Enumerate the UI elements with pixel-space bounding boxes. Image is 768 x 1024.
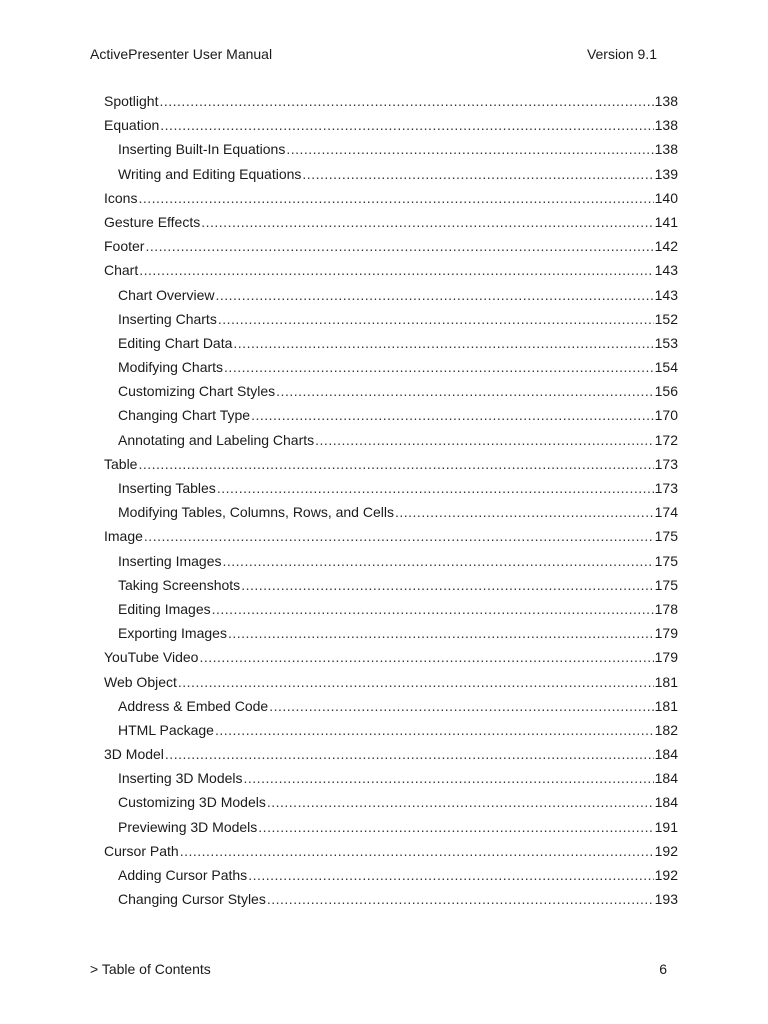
- toc-entry-title: Taking Screenshots: [118, 576, 241, 593]
- toc-entry-title: Icons: [104, 189, 138, 206]
- toc-entry-title: Modifying Charts: [118, 359, 224, 376]
- toc-entry-page: 138: [654, 141, 678, 158]
- page-footer: [90, 961, 667, 977]
- toc-entry[interactable]: [104, 188, 678, 212]
- toc-entry[interactable]: [104, 212, 678, 236]
- table-of-contents: [104, 91, 678, 913]
- toc-entry[interactable]: [104, 768, 678, 792]
- toc-entry-title: Changing Cursor Styles: [118, 891, 266, 908]
- toc-entry-page: 141: [654, 213, 678, 230]
- toc-entry-title: Changing Chart Type: [118, 407, 251, 424]
- toc-entry-title: Editing Images: [118, 600, 211, 617]
- toc-entry-page: 142: [654, 238, 678, 255]
- toc-entry[interactable]: [104, 405, 678, 429]
- toc-dot-leader: [180, 841, 654, 861]
- toc-dot-leader: [228, 623, 654, 643]
- toc-entry[interactable]: [104, 502, 678, 526]
- toc-entry-title: Chart Overview: [118, 286, 215, 303]
- toc-dot-leader: [223, 551, 654, 571]
- toc-entry[interactable]: [104, 865, 678, 889]
- toc-entry[interactable]: [104, 430, 678, 454]
- toc-entry[interactable]: [104, 526, 678, 550]
- toc-entry[interactable]: [104, 454, 678, 478]
- toc-entry-title: Chart: [104, 262, 139, 279]
- toc-dot-leader: [248, 865, 653, 885]
- toc-entry-page: 184: [654, 770, 678, 787]
- toc-entry-title: Inserting Images: [118, 552, 222, 569]
- toc-dot-leader: [165, 744, 654, 764]
- toc-entry-title: Previewing 3D Models: [118, 818, 258, 835]
- toc-entry[interactable]: [104, 575, 678, 599]
- toc-dot-leader: [395, 502, 654, 522]
- toc-entry-page: 138: [654, 117, 678, 134]
- toc-entry-title: Customizing 3D Models: [118, 794, 266, 811]
- toc-entry-page: 181: [654, 697, 678, 714]
- toc-dot-leader: [267, 792, 654, 812]
- toc-entry[interactable]: [104, 672, 678, 696]
- toc-entry-page: 172: [654, 431, 678, 448]
- toc-dot-leader: [178, 672, 654, 692]
- toc-dot-leader: [269, 696, 653, 716]
- toc-entry-page: 173: [654, 455, 678, 472]
- toc-entry[interactable]: [104, 623, 678, 647]
- toc-entry-page: 193: [654, 891, 678, 908]
- toc-entry-page: 173: [654, 480, 678, 496]
- toc-entry-title: Inserting Tables: [118, 480, 216, 496]
- toc-entry-page: 143: [654, 262, 678, 279]
- toc-entry-title: Footer: [104, 238, 145, 255]
- page-header: [90, 46, 657, 62]
- toc-entry-page: 138: [654, 93, 678, 109]
- toc-entry[interactable]: [104, 599, 678, 623]
- toc-entry[interactable]: [104, 164, 678, 188]
- toc-entry-title: Adding Cursor Paths: [118, 867, 248, 883]
- toc-entry-page: 191: [654, 818, 678, 835]
- toc-entry-page: 140: [654, 189, 678, 206]
- toc-entry-title: 3D Model: [104, 746, 164, 763]
- toc-entry[interactable]: [104, 696, 678, 720]
- toc-entry-title: Address & Embed Code: [118, 697, 269, 714]
- toc-dot-leader: [286, 139, 653, 159]
- toc-entry-title: Spotlight: [104, 93, 159, 109]
- toc-entry[interactable]: [104, 817, 678, 841]
- toc-dot-leader: [215, 285, 653, 305]
- toc-dot-leader: [217, 478, 654, 498]
- toc-entry[interactable]: [104, 720, 678, 744]
- toc-entry-page: 182: [654, 721, 678, 738]
- toc-entry-page: 153: [654, 334, 678, 351]
- toc-dot-leader: [160, 115, 653, 135]
- toc-entry-page: 179: [654, 649, 678, 666]
- toc-entry-page: 170: [654, 407, 678, 424]
- toc-entry-page: 175: [654, 552, 678, 569]
- toc-entry-page: 175: [654, 576, 678, 593]
- toc-entry[interactable]: [104, 478, 678, 502]
- toc-dot-leader: [218, 309, 654, 329]
- toc-dot-leader: [315, 430, 653, 450]
- toc-dot-leader: [267, 889, 654, 909]
- toc-entry-page: 175: [654, 528, 678, 545]
- toc-entry-page: 156: [654, 383, 678, 400]
- toc-dot-leader: [159, 91, 653, 111]
- toc-entry[interactable]: [104, 285, 678, 309]
- toc-entry-title: Web Object: [104, 673, 177, 690]
- toc-entry-title: Exporting Images: [118, 625, 227, 642]
- toc-entry-page: 192: [654, 842, 678, 859]
- toc-dot-leader: [201, 212, 653, 232]
- toc-dot-leader: [276, 381, 653, 401]
- toc-dot-leader: [233, 333, 653, 353]
- toc-entry-page: 181: [654, 673, 678, 690]
- footer-page-number: 6: [659, 961, 667, 977]
- toc-entry-title: Inserting Charts: [118, 310, 217, 327]
- toc-entry-title: Image: [104, 528, 143, 545]
- toc-dot-leader: [138, 188, 653, 208]
- toc-dot-leader: [145, 236, 653, 256]
- toc-dot-leader: [244, 768, 654, 788]
- toc-entry-title: Gesture Effects: [104, 213, 201, 230]
- toc-entry-page: 143: [654, 286, 678, 303]
- toc-entry[interactable]: [104, 115, 678, 139]
- toc-entry-title: Annotating and Labeling Charts: [118, 431, 315, 448]
- toc-entry-title: Inserting 3D Models: [118, 770, 243, 787]
- toc-entry-page: 174: [654, 504, 678, 521]
- toc-dot-leader: [224, 357, 654, 377]
- toc-entry-page: 152: [654, 310, 678, 327]
- toc-entry[interactable]: [104, 309, 678, 333]
- toc-entry-page: 178: [654, 600, 678, 617]
- toc-entry-title: Inserting Built-In Equations: [118, 141, 286, 158]
- toc-dot-leader: [258, 817, 653, 837]
- toc-entry[interactable]: [104, 841, 678, 865]
- toc-dot-leader: [302, 164, 653, 184]
- footer-section-link[interactable]: > Table of Contents: [90, 961, 211, 977]
- toc-dot-leader: [199, 647, 653, 667]
- toc-entry[interactable]: [104, 647, 678, 671]
- toc-entry[interactable]: [104, 551, 678, 575]
- toc-dot-leader: [251, 405, 654, 425]
- toc-dot-leader: [212, 599, 654, 619]
- toc-entry-title: Writing and Editing Equations: [118, 165, 302, 182]
- toc-dot-leader: [139, 260, 653, 280]
- toc-entry-page: 184: [654, 794, 678, 811]
- toc-entry-page: 184: [654, 746, 678, 763]
- toc-entry[interactable]: [104, 236, 678, 260]
- toc-entry-title: Modifying Tables, Columns, Rows, and Cells: [118, 504, 394, 521]
- toc-entry[interactable]: [104, 889, 678, 913]
- toc-entry-title: Editing Chart Data: [118, 334, 233, 351]
- toc-entry-title: YouTube Video: [104, 649, 199, 666]
- document-title: ActivePresenter User Manual: [90, 46, 273, 62]
- toc-entry-title: Cursor Path: [104, 842, 179, 859]
- toc-dot-leader: [215, 720, 654, 740]
- toc-entry[interactable]: [104, 333, 678, 357]
- toc-entry-title: Equation: [104, 117, 160, 134]
- toc-entry-title: Customizing Chart Styles: [118, 383, 276, 400]
- toc-entry[interactable]: [104, 744, 678, 768]
- toc-entry[interactable]: [104, 792, 678, 816]
- toc-dot-leader: [241, 575, 653, 595]
- toc-dot-leader: [144, 526, 654, 546]
- toc-entry[interactable]: [104, 139, 678, 163]
- toc-entry-page: 179: [654, 625, 678, 642]
- toc-entry-page: 192: [654, 867, 678, 883]
- toc-entry-title: HTML Package: [118, 721, 214, 738]
- toc-entry[interactable]: [104, 381, 678, 405]
- toc-entry-page: 154: [654, 359, 678, 376]
- toc-entry[interactable]: [104, 357, 678, 381]
- document-version: Version 9.1: [586, 46, 657, 62]
- toc-entry-title: Table: [104, 455, 138, 472]
- toc-dot-leader: [138, 454, 653, 474]
- toc-entry[interactable]: [104, 260, 678, 284]
- toc-entry-page: 139: [654, 165, 678, 182]
- toc-entry[interactable]: [104, 91, 678, 115]
